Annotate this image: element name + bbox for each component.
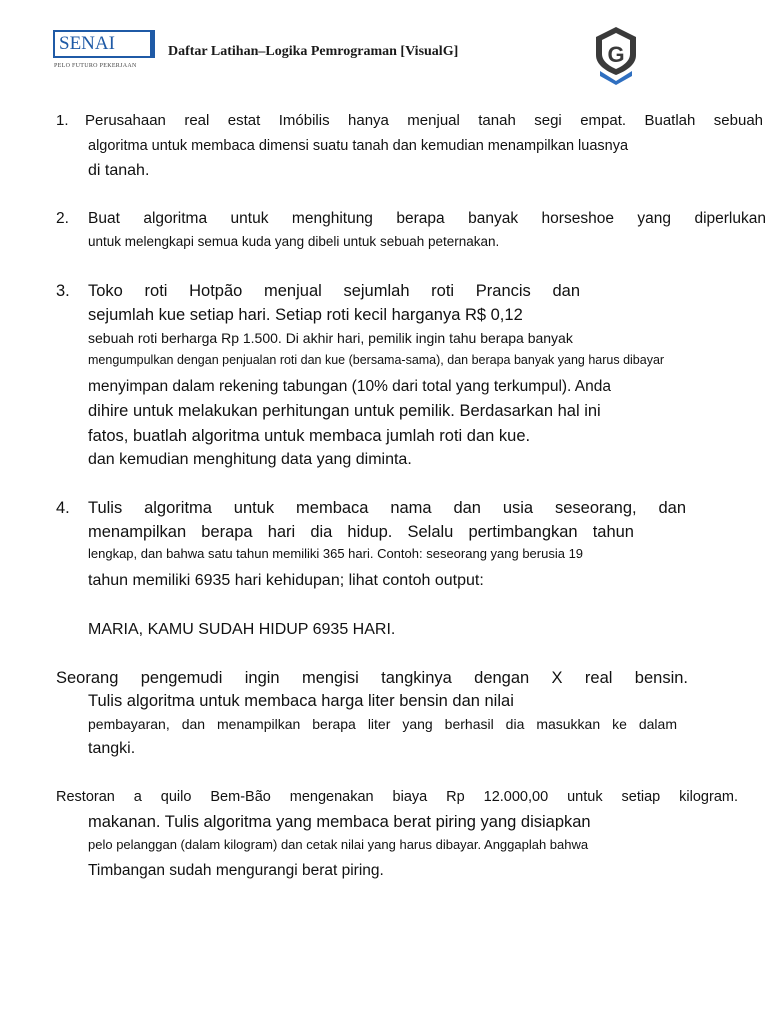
- exercise-6-line-3: pelo pelanggan (dalam kilogram) dan cetak nilai yang harus dibayar. Anggaplah bahwa: [88, 837, 589, 852]
- exercise-4-number: 4.: [56, 499, 70, 517]
- exercise-5-line-1: Seorang pengemudi ingin mengisi tangkinya dengan X real bensin.: [56, 669, 688, 687]
- exercise-6-line-2: makanan. Tulis algoritma yang membaca berat piring yang disiapkan: [88, 813, 591, 831]
- exercise-5-line-4: tangki.: [88, 740, 136, 757]
- exercise-4-line-4: tahun memiliki 6935 hari kehidupan; lihat contoh output:: [88, 572, 484, 589]
- exercise-4-line-3: lengkap, dan bahwa satu tahun memiliki 365 hari. Contoh: seseorang yang berusia 19: [88, 546, 584, 561]
- exercise-3-line-1: Toko roti Hotpão menjual sejumlah roti Prancis dan: [88, 282, 580, 300]
- exercise-2-line-1: Buat algoritma untuk menghitung berapa banyak horseshoe yang diperlukan: [88, 210, 766, 227]
- senai-tagline: PELO FUTURO PEKERJAAN: [54, 63, 137, 69]
- exercise-4-output-example: MARIA, KAMU SUDAH HIDUP 6935 HARI.: [88, 621, 396, 638]
- exercise-6-line-4: Timbangan sudah mengurangi berat piring.: [88, 862, 384, 879]
- exercise-4-line-2: menampilkan berapa hari dia hidup. Selalu pertimbangkan tahun: [88, 523, 634, 541]
- shield-logo-icon: [592, 25, 640, 85]
- senai-logo-text: SENAI: [59, 33, 115, 54]
- exercise-5-line-2: Tulis algoritma untuk membaca harga liter bensin dan nilai: [88, 692, 514, 710]
- exercise-3-line-5: menyimpan dalam rekening tabungan (10% dari total yang terkumpul). Anda: [88, 378, 612, 395]
- exercise-1-line-2: algoritma untuk membaca dimensi suatu tanah dan kemudian menampilkan luasnya: [88, 138, 629, 154]
- exercise-3-line-4: mengumpulkan dengan penjualan roti dan kue (bersama-sama), dan berapa banyak yang harus dibayar: [88, 353, 665, 367]
- exercise-3-number: 3.: [56, 282, 70, 300]
- exercise-1-line-1: Perusahaan real estat Imóbilis hanya menjual tanah segi empat. Buatlah sebuah: [85, 112, 763, 129]
- svg-text:G: G: [607, 42, 625, 67]
- exercise-5-line-3: pembayaran, dan menampilkan berapa liter yang berhasil dia masukkan ke dalam: [88, 716, 677, 732]
- exercise-6-line-1: Restoran a quilo Bem-Bão mengenakan biaya Rp 12.000,00 untuk setiap kilogram.: [56, 789, 738, 805]
- exercise-2-number: 2.: [56, 210, 69, 227]
- exercise-3-line-8: dan kemudian menghitung data yang diminta.: [88, 451, 412, 468]
- senai-logo-bar: [150, 30, 155, 58]
- document-title: Daftar Latihan–Logika Pemrograman [VisualG]: [168, 44, 459, 59]
- exercise-3-line-3: sebuah roti berharga Rp 1.500. Di akhir hari, pemilik ingin tahu berapa banyak: [88, 330, 573, 346]
- exercise-1-line-3: di tanah.: [88, 162, 150, 179]
- exercise-3-line-7: fatos, buatlah algoritma untuk membaca jumlah roti dan kue.: [88, 427, 531, 445]
- exercise-3-line-2: sejumlah kue setiap hari. Setiap roti kecil harganya R$ 0,12: [88, 306, 523, 324]
- exercise-1-number: 1.: [56, 112, 69, 129]
- exercise-4-line-1: Tulis algoritma untuk membaca nama dan usia seseorang, dan: [88, 499, 686, 517]
- exercise-3-line-6: dihire untuk melakukan perhitungan untuk pemilik. Berdasarkan hal ini: [88, 402, 601, 420]
- exercise-2-line-2: untuk melengkapi semua kuda yang dibeli untuk sebuah peternakan.: [88, 234, 500, 249]
